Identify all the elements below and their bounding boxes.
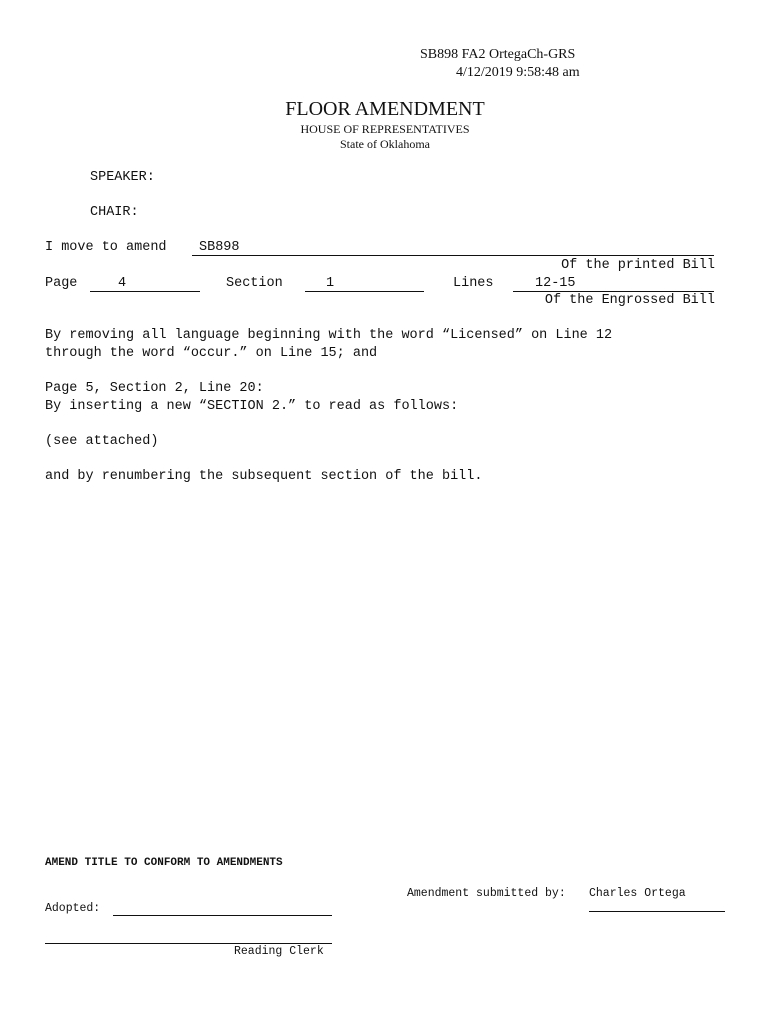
chamber-name: HOUSE OF REPRESENTATIVES	[300, 122, 470, 136]
speaker-label: SPEAKER:	[90, 170, 155, 185]
bill-number: SB898	[199, 240, 240, 255]
engrossed-bill-label: Of the Engrossed Bill	[544, 293, 715, 308]
amendment-text-line: (see attached)	[45, 434, 159, 449]
adopted-signature-line	[113, 901, 332, 916]
amend-title-heading: AMEND TITLE TO CONFORM TO AMENDMENTS	[45, 857, 283, 869]
submitted-by-signature-line	[589, 897, 725, 912]
amendment-text-line: through the word “occur.” on Line 15; and	[45, 346, 378, 361]
bill-field-line	[192, 240, 714, 256]
amendment-text-line: By removing all language beginning with the word “Licensed” on Line 12	[45, 328, 613, 343]
section-field-line	[305, 276, 424, 292]
state-name: State of Oklahoma	[340, 137, 430, 151]
page-label: Page	[45, 276, 78, 291]
document-title: FLOOR AMENDMENT	[285, 98, 485, 120]
submitted-by-name: Charles Ortega	[589, 887, 686, 900]
move-to-amend-label: I move to amend	[45, 240, 167, 255]
reading-clerk-label: Reading Clerk	[234, 945, 324, 958]
lines-label: Lines	[453, 276, 494, 291]
lines-value: 12-15	[535, 276, 576, 291]
document-id: SB898 FA2 OrtegaCh-GRS	[420, 47, 576, 62]
amendment-text-line: and by renumbering the subsequent section of the bill.	[45, 469, 483, 484]
page-value: 4	[118, 276, 127, 291]
amendment-text-line: Page 5, Section 2, Line 20:	[45, 381, 264, 396]
reading-clerk-signature-line	[45, 929, 332, 944]
adopted-label: Adopted:	[45, 902, 101, 915]
document-timestamp: 4/12/2019 9:58:48 am	[456, 65, 580, 80]
amendment-text-line: By inserting a new “SECTION 2.” to read as follows:	[45, 399, 459, 414]
page-field-line	[90, 276, 200, 292]
section-label: Section	[226, 276, 283, 291]
printed-bill-label: Of the printed Bill	[561, 258, 715, 273]
section-value: 1	[326, 276, 335, 291]
chair-label: CHAIR:	[90, 205, 139, 220]
submitted-by-label: Amendment submitted by:	[407, 887, 566, 900]
